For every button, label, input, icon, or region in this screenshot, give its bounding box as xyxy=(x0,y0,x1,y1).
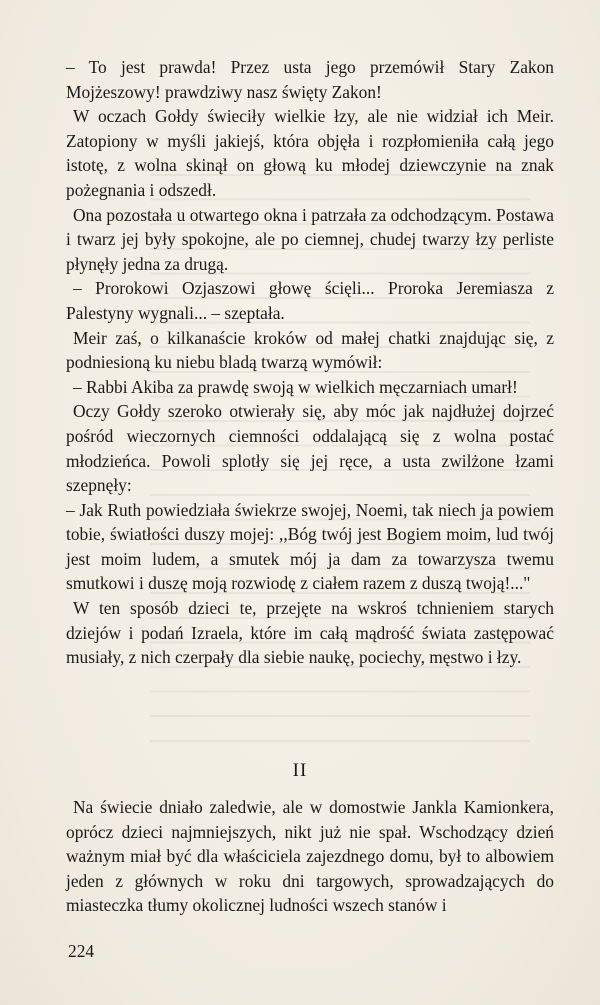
paragraph-5: Meir zaś, o kilkanaście kroków od małej chatki znajdując się, z podniesioną ku niebu bladą twarzą wymówił: xyxy=(66,327,554,373)
chapter-heading: II xyxy=(292,760,308,781)
paragraph-9: W ten sposób dzieci te, przejęte na wskroś tchnieniem starych dziejów i podań Izraela, które im całą mądrość świata zastępować musiały, z nich czerpały dla siebie naukę, pociechy, męstwo i łzy. xyxy=(66,598,554,668)
main-text xyxy=(66,55,554,670)
chapter-text xyxy=(66,795,554,918)
paragraph-1: – To jest prawda! Przez usta jego przemówił Stary Zakon Mojżeszowy! prawdziwy nasz święty Zakon! xyxy=(66,57,554,102)
paragraph-6: – Rabbi Akiba za prawdę swoją w wielkich męczarniach umarł! xyxy=(73,376,518,397)
paragraph-8: – Jak Ruth powiedziała świekrze swojej, Noemi, tak niech ja powiem tobie, światłości duszy mojej: ,,Bóg twój jest Bogiem moim, lud twój jest moim ludem, a smutek mój ja dam za towarzysza twemu smutkowi i duszę moją rozwiodę z ciałem razem z duszą twoją!..." xyxy=(66,499,554,594)
paragraph-3: Ona pozostała u otwartego okna i patrzała za odchodzącym. Postawa i twarz jej były spokojne, ale po ciemnej, chudej twarzy łzy perliste płynęły jedna za drugą. xyxy=(66,204,554,274)
paragraph-7: Oczy Gołdy szeroko otwierały się, aby móc jak najdłużej dojrzeć pośród wieczornych ciemności oddalającą się z wolna postać młodzieńca. Powoli splotły się jej ręce, a usta zwilżone łzami szepnęły: xyxy=(66,401,554,496)
paragraph-10: Na świecie dniało zaledwie, ale w domostwie Jankla Kamionkera, oprócz dzieci najmniejszych, nikt już nie spał. Wschodzący dzień ważnym miał być dla właściciela zajezdnego domu, był to albowiem jeden z głównych w roku dni targowych, sprowadzających do miasteczka tłumy okolicznej ludności wszech stanów i xyxy=(66,797,554,916)
paragraph-4: – Prorokowi Ozjaszowi głowę ścięli... Proroka Jeremiasza z Palestyny wygnali... – szeptała. xyxy=(66,278,554,323)
paragraph-2: W oczach Gołdy świeciły wielkie łzy, ale nie widział ich Meir. Zatopiony w myśli jakiejś, która objęła i rozpłomieniła całą jego istotę, z wolna skinął on głową ku młodej dziewczynie na znak pożegnania i odszedł. xyxy=(66,106,554,200)
page-number: 224 xyxy=(68,941,95,961)
